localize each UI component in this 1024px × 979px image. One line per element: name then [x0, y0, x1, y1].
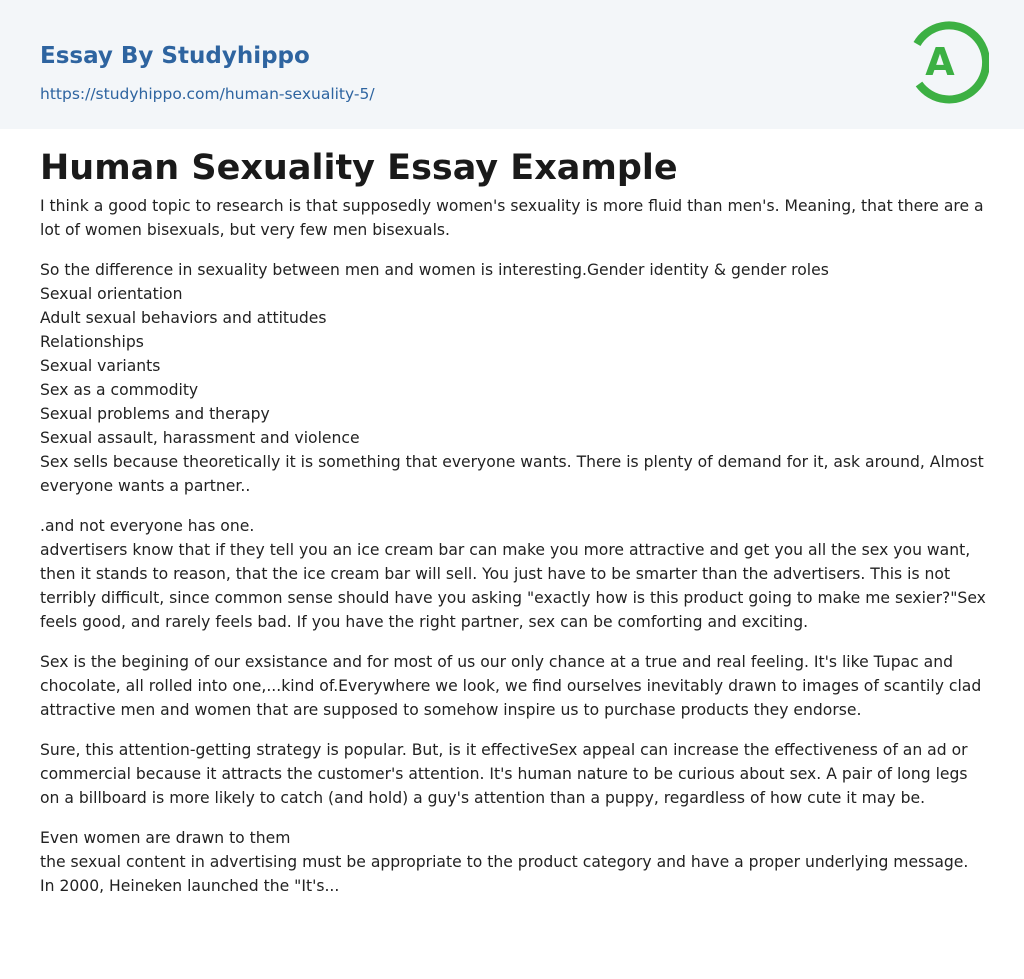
- paragraph-line: Sure, this attention-getting strategy is popular. But, is it effectiveSex appeal can increase the effectiveness of an ad or commercial because it attracts the customer's attention. It's human nature to be curious about sex. A pair of long legs on a billboard is more likely to catch (and hold) a guy's attention than a puppy, regardless of how cute it may be.: [40, 741, 968, 807]
- essay-paragraph: [40, 194, 986, 242]
- paragraph-line: advertisers know that if they tell you an ice cream bar can make you more attractive and get you all the sex you want, then it stands to reason, that the ice cream bar will sell. You just have to be smarter than the advertisers. This is not terribly difficult, since common sense should have you asking "exactly how is this product going to make me sexier?"Sex feels good, and rarely feels bad. If you have the right partner, sex can be comforting and exciting.: [40, 541, 986, 631]
- logo-letter: A: [925, 40, 955, 84]
- paragraph-line: So the difference in sexuality between men and women is interesting.Gender identity & gender roles: [40, 261, 829, 279]
- paragraph-line: Sexual problems and therapy: [40, 405, 270, 423]
- brand-name[interactable]: Essay By Studyhippo: [40, 43, 310, 69]
- site-header: [0, 0, 1024, 129]
- paragraph-line: Sexual variants: [40, 357, 161, 375]
- paragraph-line: Sex is the begining of our exsistance and for most of us our only chance at a true and real feeling. It's like Tupac and chocolate, all rolled into one,...kind of.Everywhere we look, we find ourselves inevitably drawn to images of scantily clad attractive men and women that are supposed to somehow inspire us to purchase products they endorse.: [40, 653, 982, 719]
- paragraph-line: Relationships: [40, 333, 144, 351]
- paragraph-line: Sex sells because theoretically it is something that everyone wants. There is plenty of demand for it, ask around, Almost everyone wants a partner..: [40, 453, 984, 495]
- paragraph-line: I think a good topic to research is that supposedly women's sexuality is more fluid than men's. Meaning, that there are a lot of women bisexuals, but very few men bisexuals.: [40, 197, 984, 239]
- paragraph-line: Adult sexual behaviors and attitudes: [40, 309, 327, 327]
- essay-paragraph: [40, 826, 986, 898]
- essay-paragraph: [40, 514, 986, 634]
- essay-paragraph: [40, 258, 986, 498]
- essay-paragraph: [40, 650, 986, 722]
- page-title: Human Sexuality Essay Example: [40, 148, 678, 188]
- essay-body: [40, 194, 986, 914]
- paragraph-line: Sexual orientation: [40, 285, 183, 303]
- paragraph-line: Even women are drawn to them: [40, 829, 291, 847]
- paragraph-line: Sexual assault, harassment and violence: [40, 429, 360, 447]
- essay-url-link[interactable]: https://studyhippo.com/human-sexuality-5/: [40, 85, 375, 103]
- paragraph-line: the sexual content in advertising must be appropriate to the product category and have a proper underlying message. In 2000, Heineken launched the "It's...: [40, 853, 969, 895]
- paragraph-line: Sex as a commodity: [40, 381, 199, 399]
- studyhippo-logo-icon[interactable]: [907, 18, 989, 106]
- essay-paragraph: [40, 738, 986, 810]
- paragraph-line: .and not everyone has one.: [40, 517, 255, 535]
